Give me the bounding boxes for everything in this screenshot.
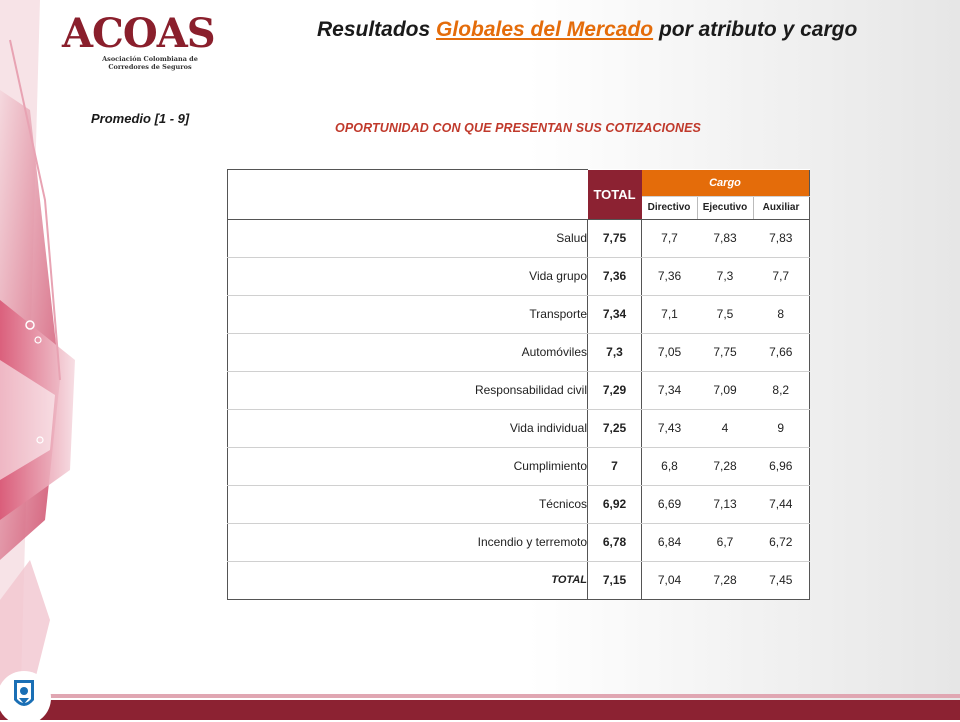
table-row [228,447,810,485]
header-empty-cell [228,170,588,220]
row-ejecutivo: 7,75 [697,333,753,371]
table-header-row [228,170,810,197]
row-directivo: 7,1 [642,295,698,333]
title-prefix: Resultados [317,18,437,41]
table-row [228,219,810,257]
row-label: Transporte [228,295,588,333]
table-total-row [228,561,810,599]
shield-emblem-icon [0,660,62,722]
title-link[interactable]: Globales del Mercado [436,18,654,41]
row-auxiliar: 7,66 [753,333,809,371]
row-ejecutivo: 7,13 [697,485,753,523]
row-directivo: 6,8 [642,447,698,485]
results-table [227,169,810,600]
row-auxiliar: 9 [753,409,809,447]
row-total: 6,92 [588,485,642,523]
row-total: 7,36 [588,257,642,295]
logo-tagline-line1: Asociación Colombiana de [102,55,198,63]
row-directivo: 6,84 [642,523,698,561]
row-total: 7,3 [588,333,642,371]
row-ejecutivo: 4 [697,409,753,447]
total-row-directivo: 7,04 [642,561,698,599]
header-cargo: Cargo [642,170,810,197]
row-auxiliar: 7,44 [753,485,809,523]
row-label: Responsabilidad civil [228,371,588,409]
row-total: 7,34 [588,295,642,333]
header-directivo: Directivo [642,196,698,219]
row-ejecutivo: 7,83 [697,219,753,257]
row-auxiliar: 6,96 [753,447,809,485]
logo-tagline [100,55,200,71]
row-total: 7 [588,447,642,485]
row-label: Cumplimiento [228,447,588,485]
logo-wordmark [62,12,215,56]
logo-name: ACOAS [62,10,215,57]
row-total: 7,25 [588,409,642,447]
row-directivo: 6,69 [642,485,698,523]
row-label: Incendio y terremoto [228,523,588,561]
table-row [228,257,810,295]
row-auxiliar: 7,83 [753,219,809,257]
header-auxiliar: Auxiliar [753,196,809,219]
row-auxiliar: 6,72 [753,523,809,561]
row-auxiliar: 8,2 [753,371,809,409]
row-total: 7,29 [588,371,642,409]
row-ejecutivo: 7,09 [697,371,753,409]
row-directivo: 7,43 [642,409,698,447]
title-suffix: por atributo y cargo [653,18,858,41]
table-row [228,333,810,371]
row-directivo: 7,7 [642,219,698,257]
header-total: TOTAL [588,170,642,220]
table-row [228,409,810,447]
row-label: Técnicos [228,485,588,523]
row-ejecutivo: 7,3 [697,257,753,295]
row-directivo: 7,05 [642,333,698,371]
section-title: OPORTUNIDAD CON QUE PRESENTAN SUS COTIZACIONES [335,121,701,135]
total-row-total: 7,15 [588,561,642,599]
row-total: 6,78 [588,523,642,561]
table-row [228,523,810,561]
table-row [228,485,810,523]
row-directivo: 7,36 [642,257,698,295]
row-total: 7,75 [588,219,642,257]
table-body [228,219,810,561]
row-label: Automóviles [228,333,588,371]
acoas-logo [60,8,220,70]
row-label: Salud [228,219,588,257]
row-ejecutivo: 6,7 [697,523,753,561]
logo-tagline-line2: Corredores de Seguros [108,63,192,71]
scale-subtitle: Promedio [1 - 9] [91,111,190,126]
row-label: Vida individual [228,409,588,447]
header-ejecutivo: Ejecutivo [697,196,753,219]
row-auxiliar: 7,7 [753,257,809,295]
table-row [228,295,810,333]
row-directivo: 7,34 [642,371,698,409]
row-ejecutivo: 7,5 [697,295,753,333]
row-auxiliar: 8 [753,295,809,333]
row-ejecutivo: 7,28 [697,447,753,485]
total-row-label: TOTAL [228,561,588,599]
table-row [228,371,810,409]
total-row-ejecutivo: 7,28 [697,561,753,599]
row-label: Vida grupo [228,257,588,295]
total-row-auxiliar: 7,45 [753,561,809,599]
page-title [317,18,857,42]
